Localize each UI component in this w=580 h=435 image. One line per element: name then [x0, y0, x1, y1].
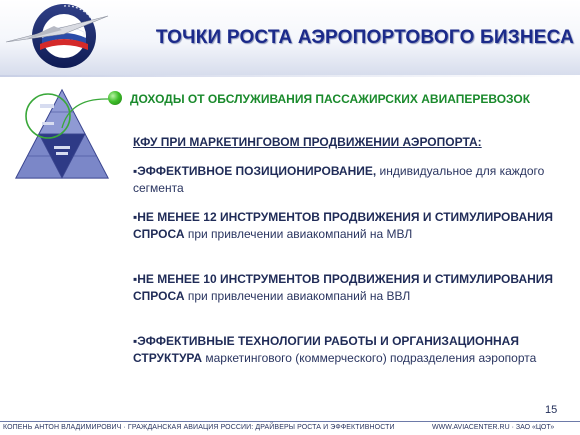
page-number: 15	[545, 404, 558, 416]
kfu-heading: КФУ ПРИ МАРКЕТИНГОВОМ ПРОДВИЖЕНИИ АЭРОПОРТА:	[133, 135, 482, 149]
item-text: индивидуальное для каждого сегмента	[133, 164, 545, 195]
item-bold-text: ▪ЭФФЕКТИВНЫЕ ТЕХНОЛОГИИ РАБОТЫ И ОРГАНИЗАЦИОННАЯ СТРУКТУРА	[133, 334, 519, 365]
item-text: маркетингового (коммерческого) подразделения аэропорта	[202, 351, 537, 365]
green-bullet-icon	[108, 91, 122, 105]
list-item	[133, 163, 563, 197]
item-text: при привлечении авиакомпаний на ВВЛ	[184, 289, 411, 303]
footer-website: WWW.AVIACENTER.RU · ЗАО «ЦОТ»	[432, 424, 555, 431]
item-text: при привлечении авиакомпаний на МВЛ	[184, 227, 413, 241]
section-subtitle: ДОХОДЫ ОТ ОБСЛУЖИВАНИЯ ПАССАЖИРСКИХ АВИАПЕРЕВОЗОК	[130, 92, 531, 106]
slide-title: ТОЧКИ РОСТА АЭРОПОРТОВОГО БИЗНЕСА	[155, 27, 574, 48]
list-item	[133, 271, 563, 305]
item-bold-text: ▪ЭФФЕКТИВНОЕ ПОЗИЦИОНИРОВАНИЕ,	[133, 164, 377, 178]
footer-divider	[0, 421, 580, 422]
airline-emblem-icon	[4, 2, 110, 70]
list-item	[133, 209, 563, 243]
list-item	[133, 333, 563, 367]
item-bold-text: ▪НЕ МЕНЕЕ 12 ИНСТРУМЕНТОВ ПРОДВИЖЕНИЯ И СТИМУЛИРОВАНИЯ СПРОСА	[133, 210, 554, 241]
footer-author: КОПЕНЬ АНТОН ВЛАДИМИРОВИЧ · ГРАЖДАНСКАЯ АВИАЦИЯ РОССИИ: ДРАЙВЕРЫ РОСТА И ЭФФЕКТИВНОСТИ	[3, 424, 395, 431]
item-bold-text: ▪НЕ МЕНЕЕ 10 ИНСТРУМЕНТОВ ПРОДВИЖЕНИЯ И СТИМУЛИРОВАНИЯ СПРОСА	[133, 272, 554, 303]
header-divider	[0, 75, 580, 77]
